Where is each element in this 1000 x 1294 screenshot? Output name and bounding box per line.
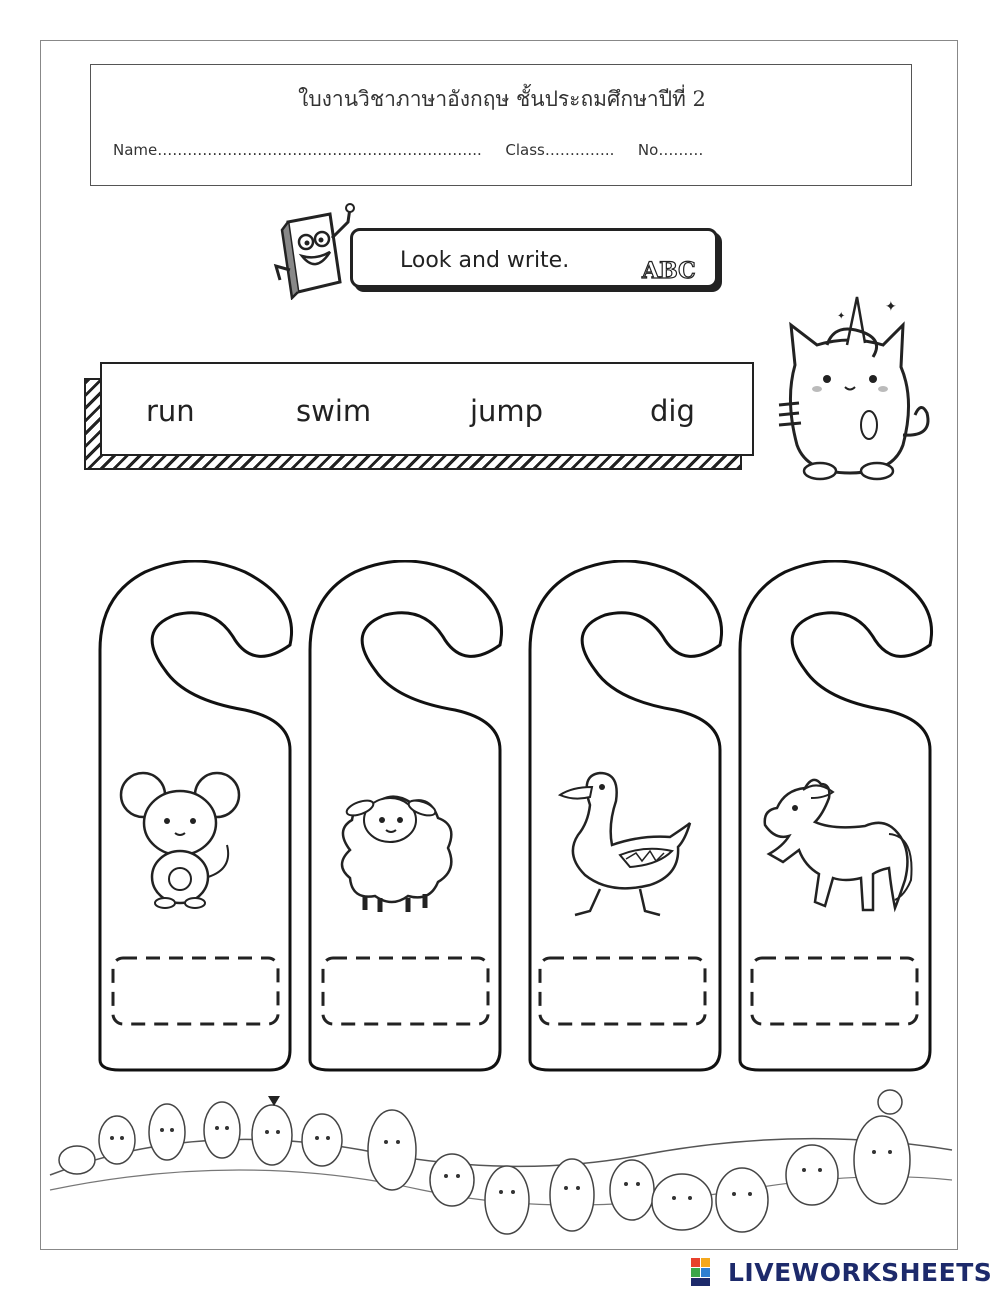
answer-input-2[interactable] [330,966,484,1018]
word-bank-item: dig [650,394,695,428]
worksheet-header [90,64,912,186]
svg-text:✦: ✦ [837,311,846,322]
word-bank-item: swim [296,394,372,428]
name-label: Name……………………………………………………….. [113,141,482,159]
answer-input-1[interactable] [120,966,274,1018]
liveworksheets-brand-text: LIVEWORKSHEETS [728,1257,993,1287]
answer-input-4[interactable] [759,966,913,1018]
instruction-text: Look and write. [400,248,570,273]
liveworksheets-logo-icon [690,1257,722,1287]
doodle-footer-illustration [42,1080,956,1248]
liveworksheets-logo [690,1255,992,1289]
student-info-line [113,141,893,159]
svg-text:✦: ✦ [885,299,897,315]
answer-input-3[interactable] [547,966,701,1018]
abc-decoration: ABC [642,258,696,284]
word-bank [100,362,754,456]
number-label: No……… [637,141,704,159]
unicorn-cat-icon [765,295,935,485]
class-label: Class………….. [505,141,615,159]
word-bank-item: run [146,394,195,428]
word-bank-item: jump [470,394,544,428]
worksheet-title: ใบงานวิชาภาษาอังกฤษ ชั้นประถมศึกษาปีที่ 2 [298,87,706,111]
